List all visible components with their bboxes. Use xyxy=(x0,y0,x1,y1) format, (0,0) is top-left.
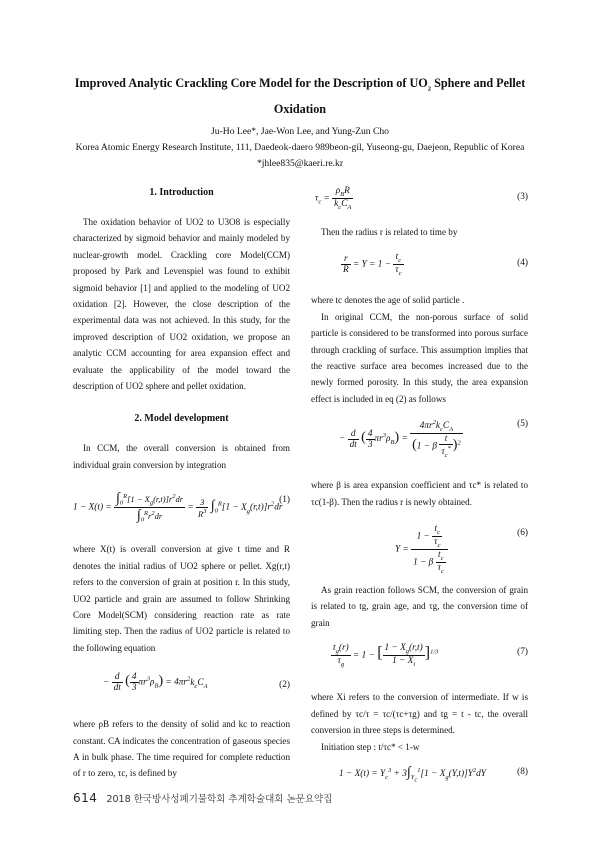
right-paragraph-2: where tc denotes the age of solid particle . xyxy=(311,295,465,306)
right-paragraph-7: Initiation step : t/τc* < 1-w xyxy=(321,741,420,752)
equation-4: $\frac{r}{R}$ = Y = 1 − $\frac{t_c}{\tau_c}$ (4) xyxy=(343,252,528,278)
page-footer xyxy=(73,791,332,805)
title-line2: Oxidation xyxy=(273,102,327,117)
title-subscript: 2 xyxy=(427,85,432,93)
left-column xyxy=(73,186,290,782)
title-line1: Improved Analytic Crackling Core Model for the Description of UO xyxy=(74,76,428,90)
right-paragraph-3: In original CCM, the non-porous surface of solid particle is considered to be transformed into porous surface through crackling of surface. This assumption implies that the reactive surface area becomes increased due to the newly formed porosity. In this study, the area expansion effect is included in eq (2) as follows xyxy=(311,311,528,404)
title-line1-end: Sphere and Pellet xyxy=(431,76,526,90)
model-paragraph-3: where ρB refers to the density of solid and kc to reaction constant. CA indicates the concentration of gaseous species A in bulk phase. The time required for complete reduction of r to zero, τc, is defined by xyxy=(73,719,290,779)
right-paragraph-5: As grain reaction follows SCM, the conversion of grain is related to tg, grain age, and τg, the conversion time of grain xyxy=(311,585,528,628)
equation-number-8: (8) xyxy=(517,766,528,777)
equation-8: $1 - X(t) = Y_c^3 + 3\int_{Y_c}^1[1 - X_g(Y,t)]Y^2dY$ (8) xyxy=(339,764,528,784)
equation-2: − $\frac{d}{dt}$ ( $\frac{4}{3}$ $\pi r^3\rho_B) = 4\pi r^2k_cC_A$ (2) xyxy=(103,672,290,694)
affiliation: Korea Atomic Energy Research Institute, 111, Daedeok-daero 989beon-gil, Yuseong-gu, Daejeon, Republic of Korea xyxy=(75,142,525,153)
author-names: Ju-Ho Lee*, Jae-Won Lee, and Yung-Zun Cho xyxy=(211,126,389,137)
equation-number-5: (5) xyxy=(517,419,528,430)
equation-number-1: (1) xyxy=(279,495,290,506)
footer-text: 2018 한국방사성폐기물학회 추계학술대회 논문요약집 xyxy=(106,794,333,805)
equation-number-4: (4) xyxy=(517,258,528,269)
model-paragraph-2: where X(t) is overall conversion at give t time and R denotes the initial radius of UO2 sphere or pellet. Xg(r,t) refers to the conversion of grain at position r. In this study, UO2 particle and grain are assumed to follow Shrinking Core Model(SCM) considering reaction rate as rate limiting step. Then the radius of UO2 particle is related to the following equation xyxy=(73,544,290,653)
email: *jhlee835@kaeri.re.kr xyxy=(256,158,344,169)
equation-number-6: (6) xyxy=(517,528,528,539)
equation-number-7: (7) xyxy=(517,647,528,658)
equation-number-2: (2) xyxy=(279,680,290,691)
equation-7: $\frac{t_g(r)}{\tau_g}$ = 1 − [ $\frac{1 - X_g(r,t)}{1 - X_i}$ ]$^{1/3}$ (7) xyxy=(333,643,528,668)
intro-heading: 1. Introduction xyxy=(149,187,214,198)
paper-title xyxy=(60,73,540,119)
model-paragraph-1: In CCM, the overall conversion is obtained from individual grain conversion by integration xyxy=(73,443,290,470)
equation-1: 1 − X(t) = $\frac{\int_0^R[1 - X_g(r,t)]r^2dr}{\int_0^Rr^2dr}$ = $\frac{3}{R^3}$ $\int_0^R[1 - X_g(r,t)]r^2dr$ (1) xyxy=(73,491,290,524)
intro-paragraph: The oxidation behavior of UO2 to U3O8 is especially characterized by sigmoid behavior and mainly modeled by nuclear-growth model. Crackling core Model(CCM) proposed by Park and Levenspiel was found to exhibit sigmoid behavior [1] and applied to the modeling of UO2 oxidation [2]. However, the close description of the experimental data was not achieved. In this study, for the improved description of UO2 oxidation, we propose an analytic CCM accounting for area expansion effect and evaluate the applicability of the model toward the description of UO2 sphere and pellet oxidation. xyxy=(73,217,290,392)
right-paragraph-6: where Xi refers to the conversion of intermediate. If w is defined by τc/τ = τc/(τc+τg) and tg = t - tc, the overall conversion in three steps is determined. xyxy=(311,692,528,736)
right-paragraph-1: Then the radius r is related to time by xyxy=(321,227,458,237)
equation-5: − $\frac{d}{dt}$ ( $\frac{4}{3}$ $\pi r^3\rho_B$) = $4\pi r^2k_cC_A$ (1 − β $\frac{t}{\tau_c^*}$ )$^2$ (5) xyxy=(339,419,528,460)
equation-6: Y = 1 − $\frac{t_c}{\tau_c}$ 1 − β $\frac{t_c}{\tau_c}$ (6) xyxy=(395,524,528,575)
equation-number-3: (3) xyxy=(517,192,528,202)
right-paragraph-4: where β is area expansion coefficient and τc* is related to τc(1-β). Then the radius r is newly obtained. xyxy=(311,480,528,507)
model-heading: 2. Model development xyxy=(134,413,229,425)
page-number: 614 xyxy=(73,791,98,805)
author-block xyxy=(40,124,560,172)
right-column xyxy=(311,186,528,789)
equation-3: $\tau_c$ = $\frac{\rho_BR}{k_cC_A}$ (3) xyxy=(315,186,528,211)
